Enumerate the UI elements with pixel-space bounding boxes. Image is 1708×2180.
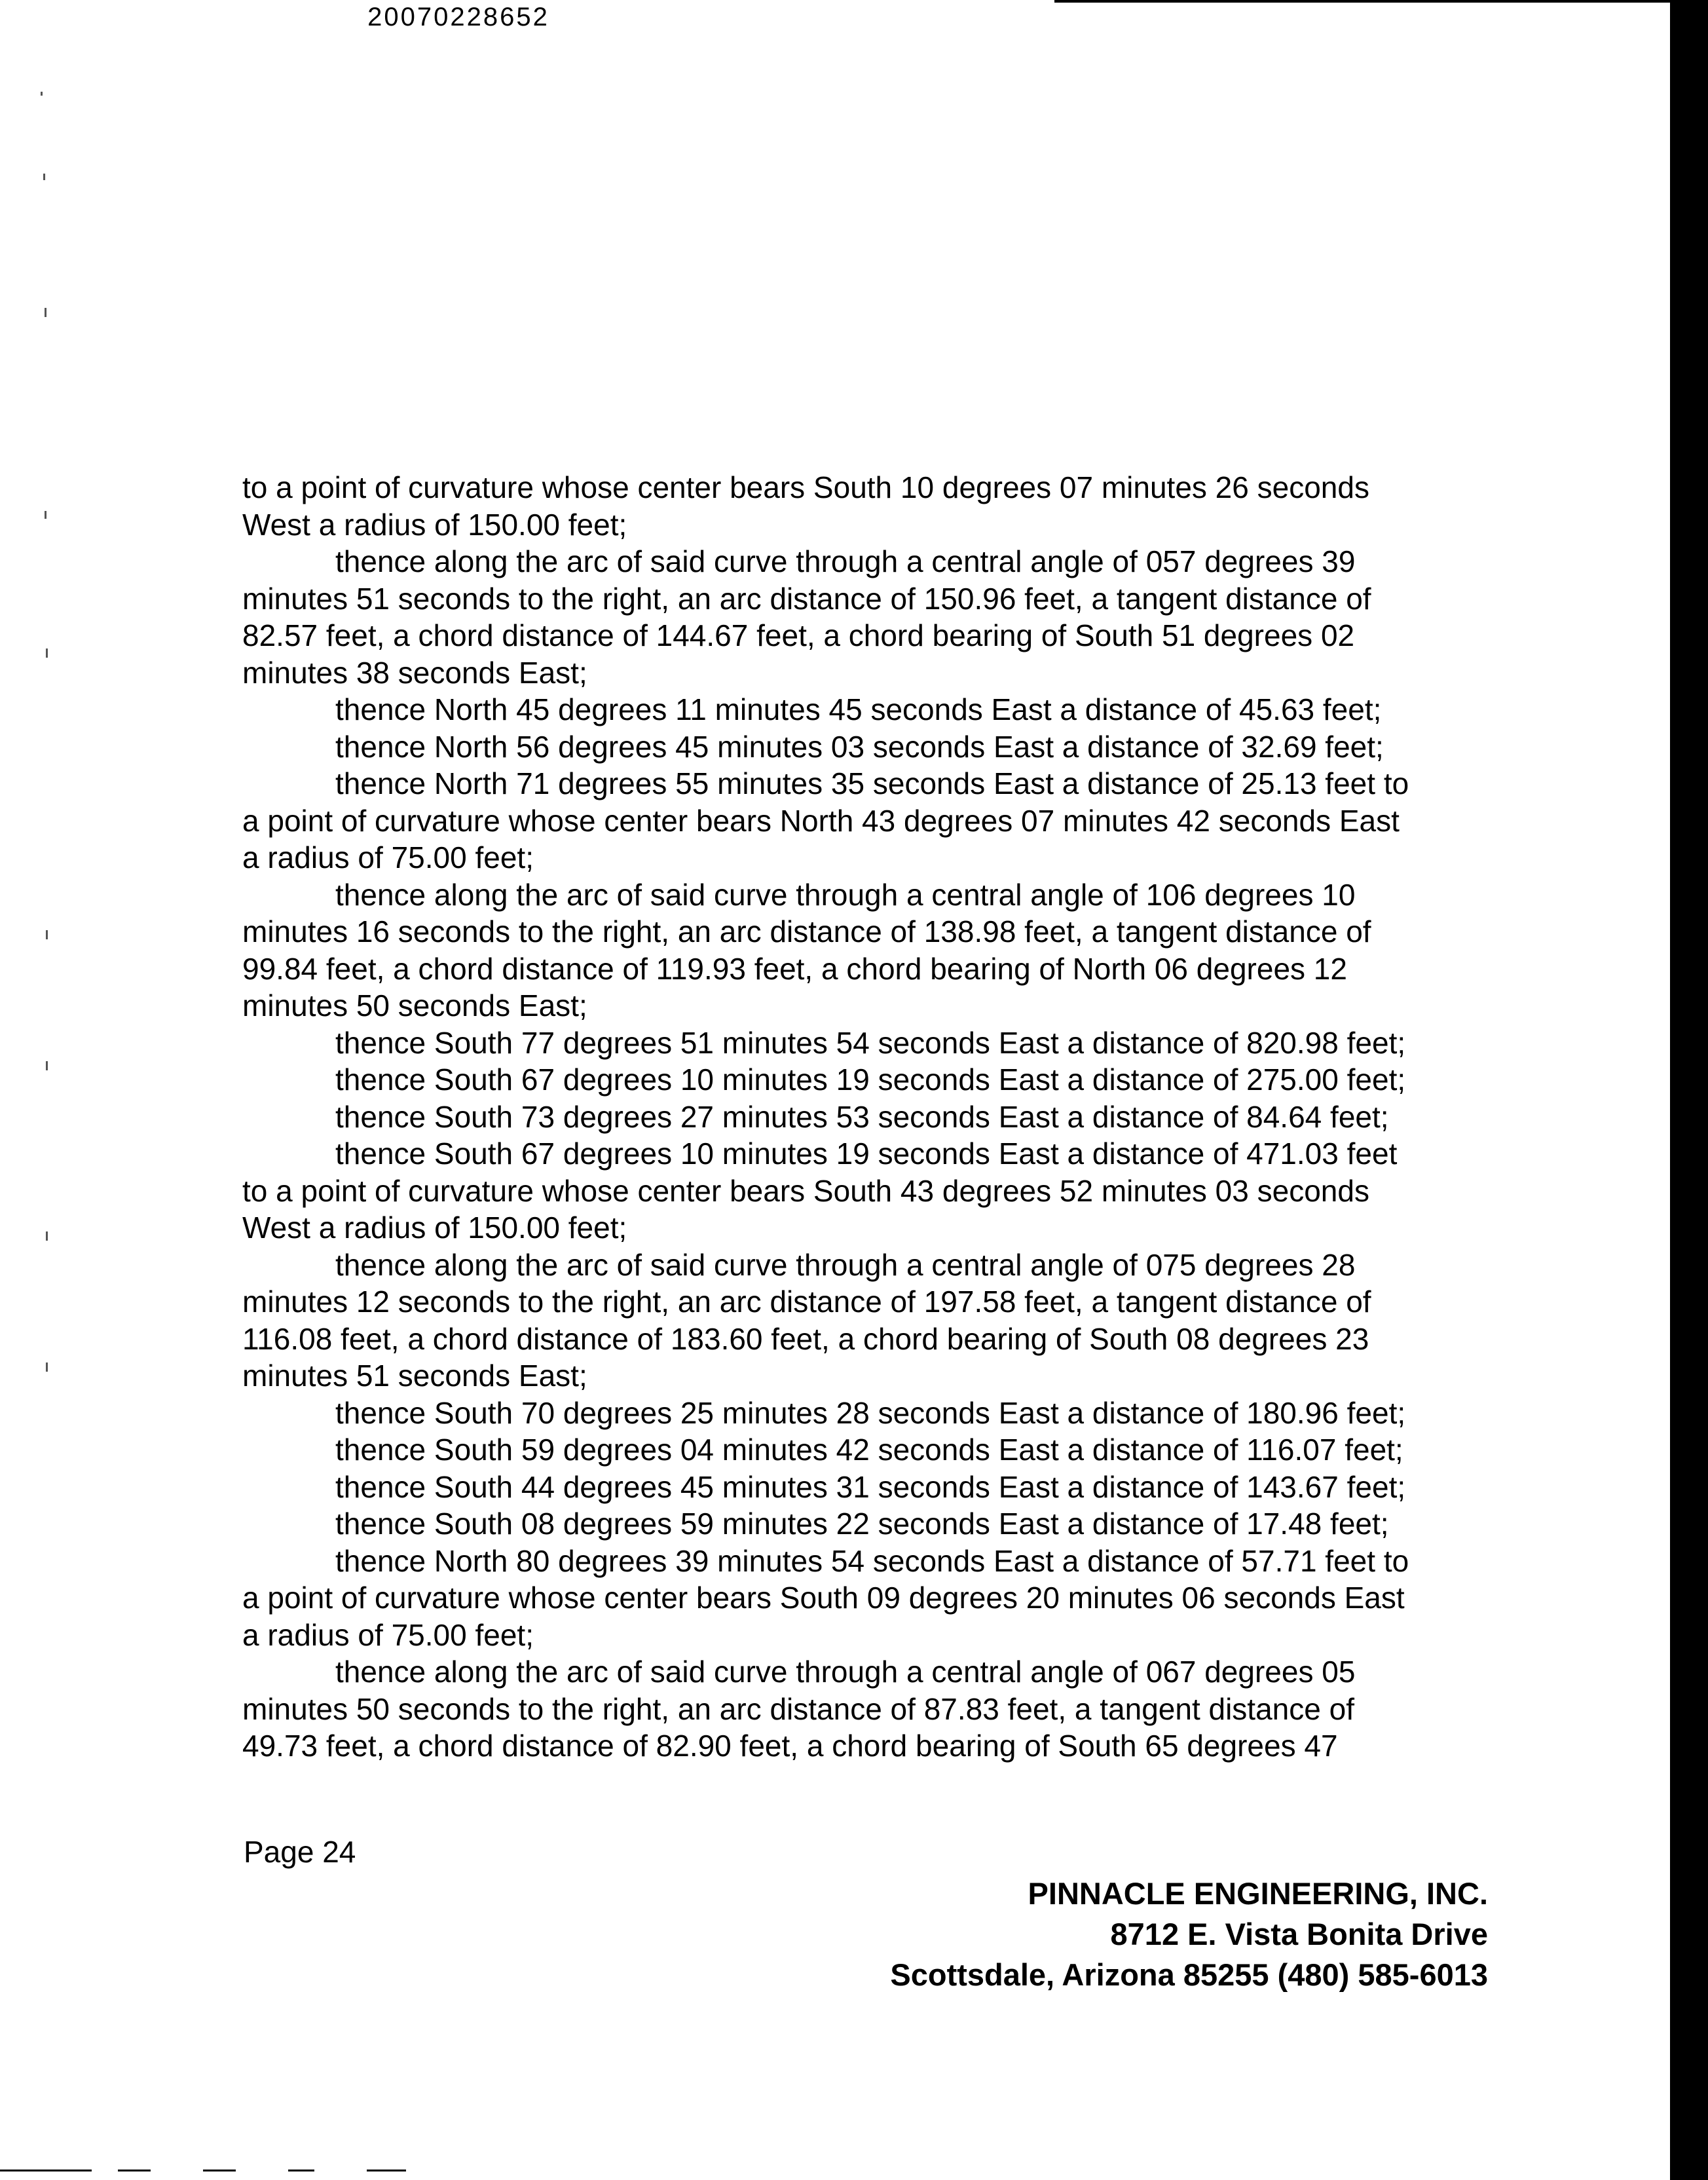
text-line: a radius of 75.00 feet; — [242, 1617, 534, 1652]
text-line: thence South 67 degrees 10 minutes 19 seconds East a distance of 471.03 feet — [335, 1137, 1398, 1171]
text-line: thence South 77 degrees 51 minutes 54 seconds East a distance of 820.98 feet; — [335, 1025, 1406, 1060]
text-line: thence South 70 degrees 25 minutes 28 seconds East a distance of 180.96 feet; — [335, 1395, 1406, 1430]
text-line: thence along the arc of said curve through a central angle of 075 degrees 28 — [335, 1247, 1356, 1282]
company-block — [890, 1873, 1488, 1995]
text-line: minutes 50 seconds East; — [242, 988, 587, 1023]
company-name: PINNACLE ENGINEERING, INC. — [1028, 1876, 1488, 1911]
text-line: to a point of curvature whose center bears South 10 degrees 07 minutes 26 seconds — [242, 470, 1369, 504]
text-line: 116.08 feet, a chord distance of 183.60 feet, a chord bearing of South 08 degrees 23 — [242, 1321, 1369, 1356]
company-address: 8712 E. Vista Bonita Drive — [1110, 1917, 1488, 1951]
text-line: thence South 59 degrees 04 minutes 42 seconds East a distance of 116.07 feet; — [335, 1433, 1403, 1467]
text-line: thence South 08 degrees 59 minutes 22 seconds East a distance of 17.48 feet; — [335, 1507, 1389, 1541]
text-line: West a radius of 150.00 feet; — [242, 1211, 627, 1245]
text-line: thence South 73 degrees 27 minutes 53 seconds East a distance of 84.64 feet; — [335, 1099, 1389, 1134]
text-line: thence North 45 degrees 11 minutes 45 seconds East a distance of 45.63 feet; — [335, 692, 1382, 726]
text-line: minutes 51 seconds to the right, an arc distance of 150.96 feet, a tangent distance of — [242, 581, 1371, 616]
text-line: thence North 56 degrees 45 minutes 03 seconds East a distance of 32.69 feet; — [335, 729, 1384, 764]
text-line: minutes 12 seconds to the right, an arc distance of 197.58 feet, a tangent distance of — [242, 1285, 1371, 1319]
company-city-phone: Scottsdale, Arizona 85255 (480) 585-6013 — [890, 1957, 1488, 1992]
text-line: thence along the arc of said curve through a central angle of 067 degrees 05 — [335, 1655, 1356, 1689]
text-line: thence along the arc of said curve through a central angle of 106 degrees 10 — [335, 877, 1356, 912]
text-line: minutes 16 seconds to the right, an arc distance of 138.98 feet, a tangent distance of — [242, 914, 1371, 949]
text-line: thence South 44 degrees 45 minutes 31 seconds East a distance of 143.67 feet; — [335, 1469, 1406, 1504]
bottom-scan-dashes — [0, 2170, 458, 2171]
text-line: minutes 50 seconds to the right, an arc distance of 87.83 feet, a tangent distance of — [242, 1691, 1354, 1726]
scan-edge — [1670, 0, 1708, 2180]
text-line: to a point of curvature whose center bears South 43 degrees 52 minutes 03 seconds — [242, 1173, 1369, 1208]
legal-description-text — [242, 469, 1487, 1765]
text-line: 49.73 feet, a chord distance of 82.90 feet, a chord bearing of South 65 degrees 47 — [242, 1729, 1338, 1763]
text-line: thence North 71 degrees 55 minutes 35 seconds East a distance of 25.13 feet to — [335, 766, 1409, 800]
text-line: a point of curvature whose center bears North 43 degrees 07 minutes 42 seconds East — [242, 803, 1400, 838]
text-line: 82.57 feet, a chord distance of 144.67 feet, a chord bearing of South 51 degrees 02 — [242, 618, 1355, 652]
text-line: a point of curvature whose center bears South 09 degrees 20 minutes 06 seconds East — [242, 1581, 1405, 1615]
text-line: 99.84 feet, a chord distance of 119.93 feet, a chord bearing of North 06 degrees 12 — [242, 951, 1347, 986]
text-line: minutes 51 seconds East; — [242, 1359, 587, 1393]
page-number: Page 24 — [244, 1835, 356, 1869]
text-line: a radius of 75.00 feet; — [242, 840, 534, 874]
text-line: West a radius of 150.00 feet; — [242, 507, 627, 542]
top-rule — [1054, 0, 1670, 3]
text-line: thence along the arc of said curve through a central angle of 057 degrees 39 — [335, 544, 1356, 578]
text-line: thence South 67 degrees 10 minutes 19 seconds East a distance of 275.00 feet; — [335, 1062, 1406, 1097]
text-line: minutes 38 seconds East; — [242, 655, 587, 690]
text-line: thence North 80 degrees 39 minutes 54 seconds East a distance of 57.71 feet to — [335, 1543, 1409, 1578]
document-number: 20070228652 — [367, 3, 549, 31]
